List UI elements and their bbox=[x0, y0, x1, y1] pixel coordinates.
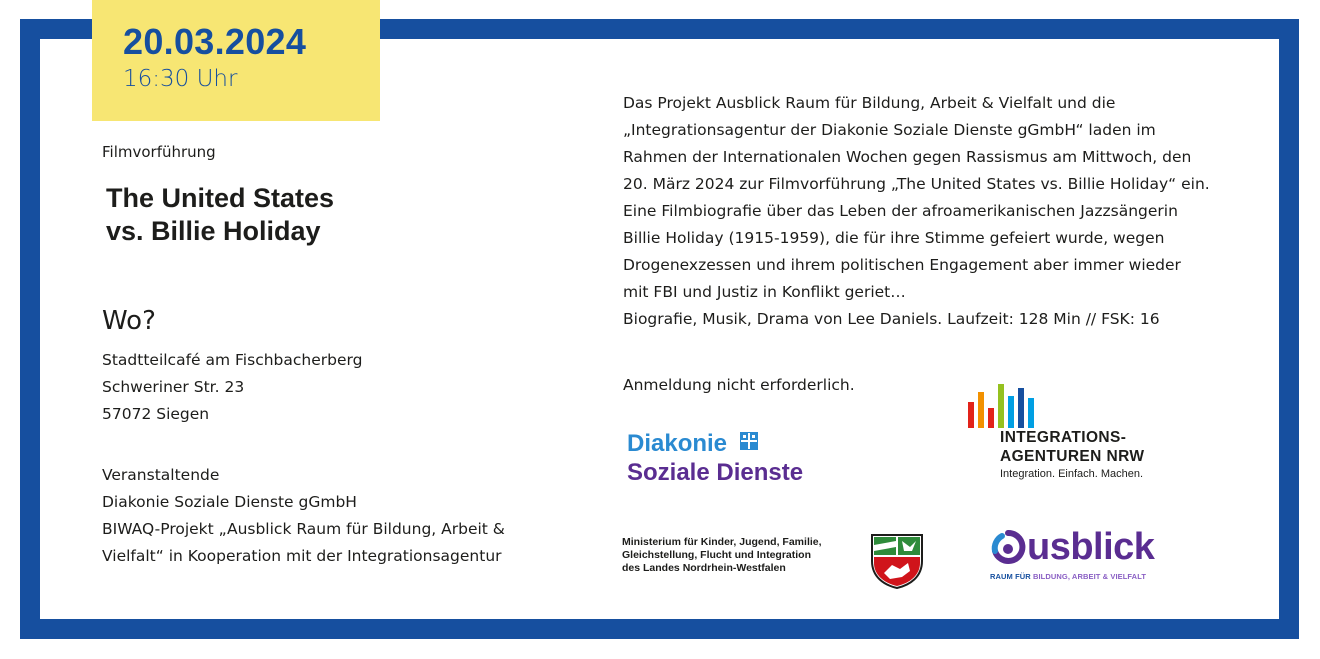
ausblick-tagline-a: RAUM FÜR bbox=[990, 572, 1033, 581]
integration-logo-line2: AGENTUREN NRW bbox=[1000, 448, 1145, 465]
diakonie-logo-line1: Diakonie bbox=[627, 430, 728, 457]
description-line: Billie Holiday (1915-1959), die für ihre Stimme gefeiert wurde, wegen bbox=[623, 229, 1165, 247]
color-bars-icon bbox=[966, 380, 1046, 428]
description-line: Rahmen der Internationalen Wochen gegen Rassismus am Mittwoch, den bbox=[623, 148, 1192, 166]
description-line: Eine Filmbiografie über das Leben der afroamerikanischen Jazzsängerin bbox=[623, 202, 1178, 220]
diakonie-logo-line2: Soziale Dienste bbox=[627, 459, 804, 486]
location-address bbox=[102, 347, 362, 428]
integrationsagenturen-logo bbox=[966, 380, 1226, 480]
ausblick-a-icon bbox=[990, 529, 1026, 565]
ausblick-word: usblick bbox=[1027, 526, 1155, 568]
event-time: 16:30 Uhr bbox=[123, 66, 238, 92]
film-title bbox=[106, 182, 466, 248]
event-kicker: Filmvorführung bbox=[102, 143, 216, 161]
organizer-line: Vielfalt“ in Kooperation mit der Integrationsagentur bbox=[102, 547, 502, 565]
event-description bbox=[623, 90, 1283, 333]
nrw-crest-icon bbox=[870, 533, 924, 589]
ministry-line: Ministerium für Kinder, Jugend, Familie, bbox=[622, 536, 822, 548]
address-line: Schweriner Str. 23 bbox=[102, 378, 245, 396]
date-box bbox=[92, 0, 380, 121]
ministry-logo-text bbox=[622, 536, 862, 575]
ausblick-tagline-b: BILDUNG, ARBEIT & VIELFALT bbox=[1032, 572, 1146, 581]
description-line: mit FBI und Justiz in Konflikt geriet… bbox=[623, 283, 906, 301]
organizer-line: BIWAQ-Projekt „Ausblick Raum für Bildung, Arbeit & bbox=[102, 520, 505, 538]
address-line: 57072 Siegen bbox=[102, 405, 210, 423]
organizer-line: Diakonie Soziale Dienste gGmbH bbox=[102, 493, 357, 511]
address-line: Stadtteilcafé am Fischbacherberg bbox=[102, 351, 363, 369]
diakonie-cross-icon bbox=[740, 432, 758, 450]
description-line: „Integrationsagentur der Diakonie Soziale Dienste gGmbH“ laden im bbox=[623, 121, 1156, 139]
organizers-heading: Veranstaltende bbox=[102, 466, 220, 484]
integration-logo-tagline: Integration. Einfach. Machen. bbox=[1000, 468, 1144, 480]
description-line: Biografie, Musik, Drama von Lee Daniels. Laufzeit: 128 Min // FSK: 16 bbox=[623, 310, 1160, 328]
description-line: Das Projekt Ausblick Raum für Bildung, Arbeit & Vielfalt und die bbox=[623, 94, 1116, 112]
diakonie-logo bbox=[627, 430, 803, 488]
ausblick-logo bbox=[990, 526, 1190, 581]
ministry-line: des Landes Nordrhein-Westfalen bbox=[622, 562, 786, 574]
description-line: Drogenexzessen und ihrem politischen Engagement aber immer wieder bbox=[623, 256, 1181, 274]
organizers bbox=[102, 462, 572, 570]
film-title-line2: vs. Billie Holiday bbox=[106, 216, 321, 246]
ministry-line: Gleichstellung, Flucht und Integration bbox=[622, 549, 811, 561]
registration-note: Anmeldung nicht erforderlich. bbox=[623, 376, 855, 394]
integration-logo-line1: INTEGRATIONS- bbox=[1000, 429, 1127, 446]
film-title-line1: The United States bbox=[106, 183, 335, 213]
description-line: 20. März 2024 zur Filmvorführung „The United States vs. Billie Holiday“ ein. bbox=[623, 175, 1210, 193]
location-heading: Wo? bbox=[102, 306, 156, 336]
event-date: 20.03.2024 bbox=[123, 21, 307, 62]
